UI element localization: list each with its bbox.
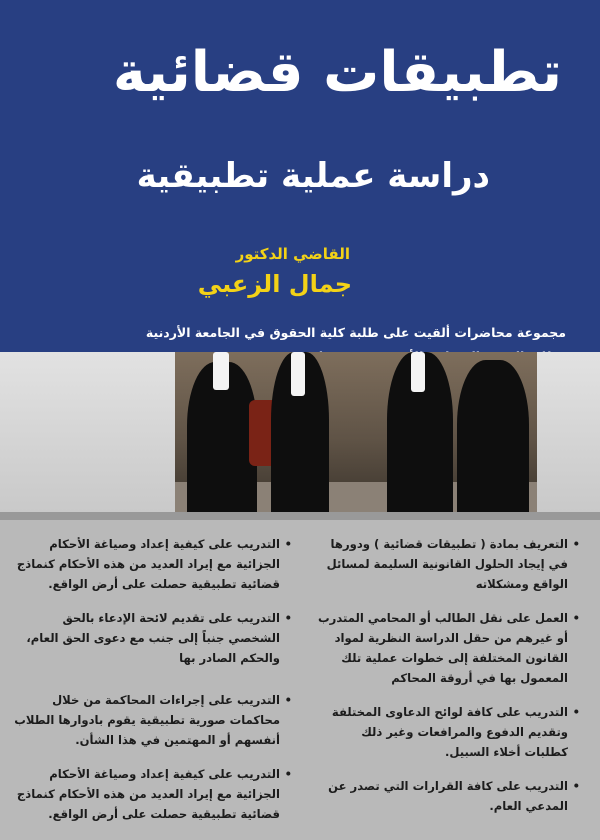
- book-subtitle: دراسة عملية تطبيقية: [136, 156, 490, 196]
- author-name: جمال الزعبي: [197, 270, 352, 298]
- list-item: • التدريب على كيفية إعداد وصياغة الأحكام الجزائية مع إيراد العديد من هذه الأحكام كنماذج قضائية تطبيقية حصلت على أرض الواقع.: [14, 534, 292, 594]
- bullet-list-left: [14, 534, 292, 838]
- description-line-1: مجموعة محاضرات ألقيت على طلبة كلية الحقوق في الجامعة الأردنية: [145, 325, 566, 340]
- bottom-stripe: [0, 512, 600, 520]
- list-item: • التعريف بمادة ( تطبيقات قضائية ) ودورها في إيجاد الحلول القانونية السليمة لمسائل الواقع ومشكلاته: [318, 534, 580, 594]
- lawyers-photo: [175, 352, 537, 512]
- book-title: تطبيقات قضائية: [112, 40, 562, 105]
- author-role: القاضي الدكتور: [235, 245, 350, 263]
- list-item: • التدريب على كيفية إعداد وصياغة الأحكام الجزائية مع إيراد العديد من هذه الأحكام كنماذج قضائية تطبيقية حصلت على أرض الواقع.: [14, 764, 292, 824]
- cover-top-panel: [0, 0, 600, 352]
- list-item: • التدريب على كافة القرارات التي تصدر عن المدعي العام.: [318, 776, 580, 816]
- list-item: • التدريب على إجراءات المحاكمة من خلال محاكمات صورية تطبيقية يقوم بادوارها الطلاب أنفسهم أو المهتمين في هذا الشأن.: [14, 690, 292, 750]
- list-item: • التدريب على تقديم لائحة الإدعاء بالحق الشخصي جنباً إلى جنب مع دعوى الحق العام، والحكم الصادر بها: [14, 608, 292, 668]
- list-item: • التدريب على كافة لوائح الدعاوى المختلفة وتقديم الدفوع والمرافعات وغير ذلك كطلبات أخلاء السبيل.: [318, 702, 580, 762]
- bullet-list-right: [318, 534, 580, 830]
- lawyer-collar: [291, 352, 305, 396]
- lawyer-collar: [411, 352, 425, 392]
- lawyer-collar: [213, 352, 229, 390]
- lawyer-figure: [457, 360, 529, 512]
- list-item: • العمل على نقل الطالب أو المحامي المتدرب أو غيرهم من حقل الدراسة النظرية لمواد القانون المختلفة إلى خطوات عملية تلك المعمول بها في أروقة المحاكم: [318, 608, 580, 688]
- photo-band: [0, 352, 600, 512]
- cover-bottom-panel: [0, 512, 600, 840]
